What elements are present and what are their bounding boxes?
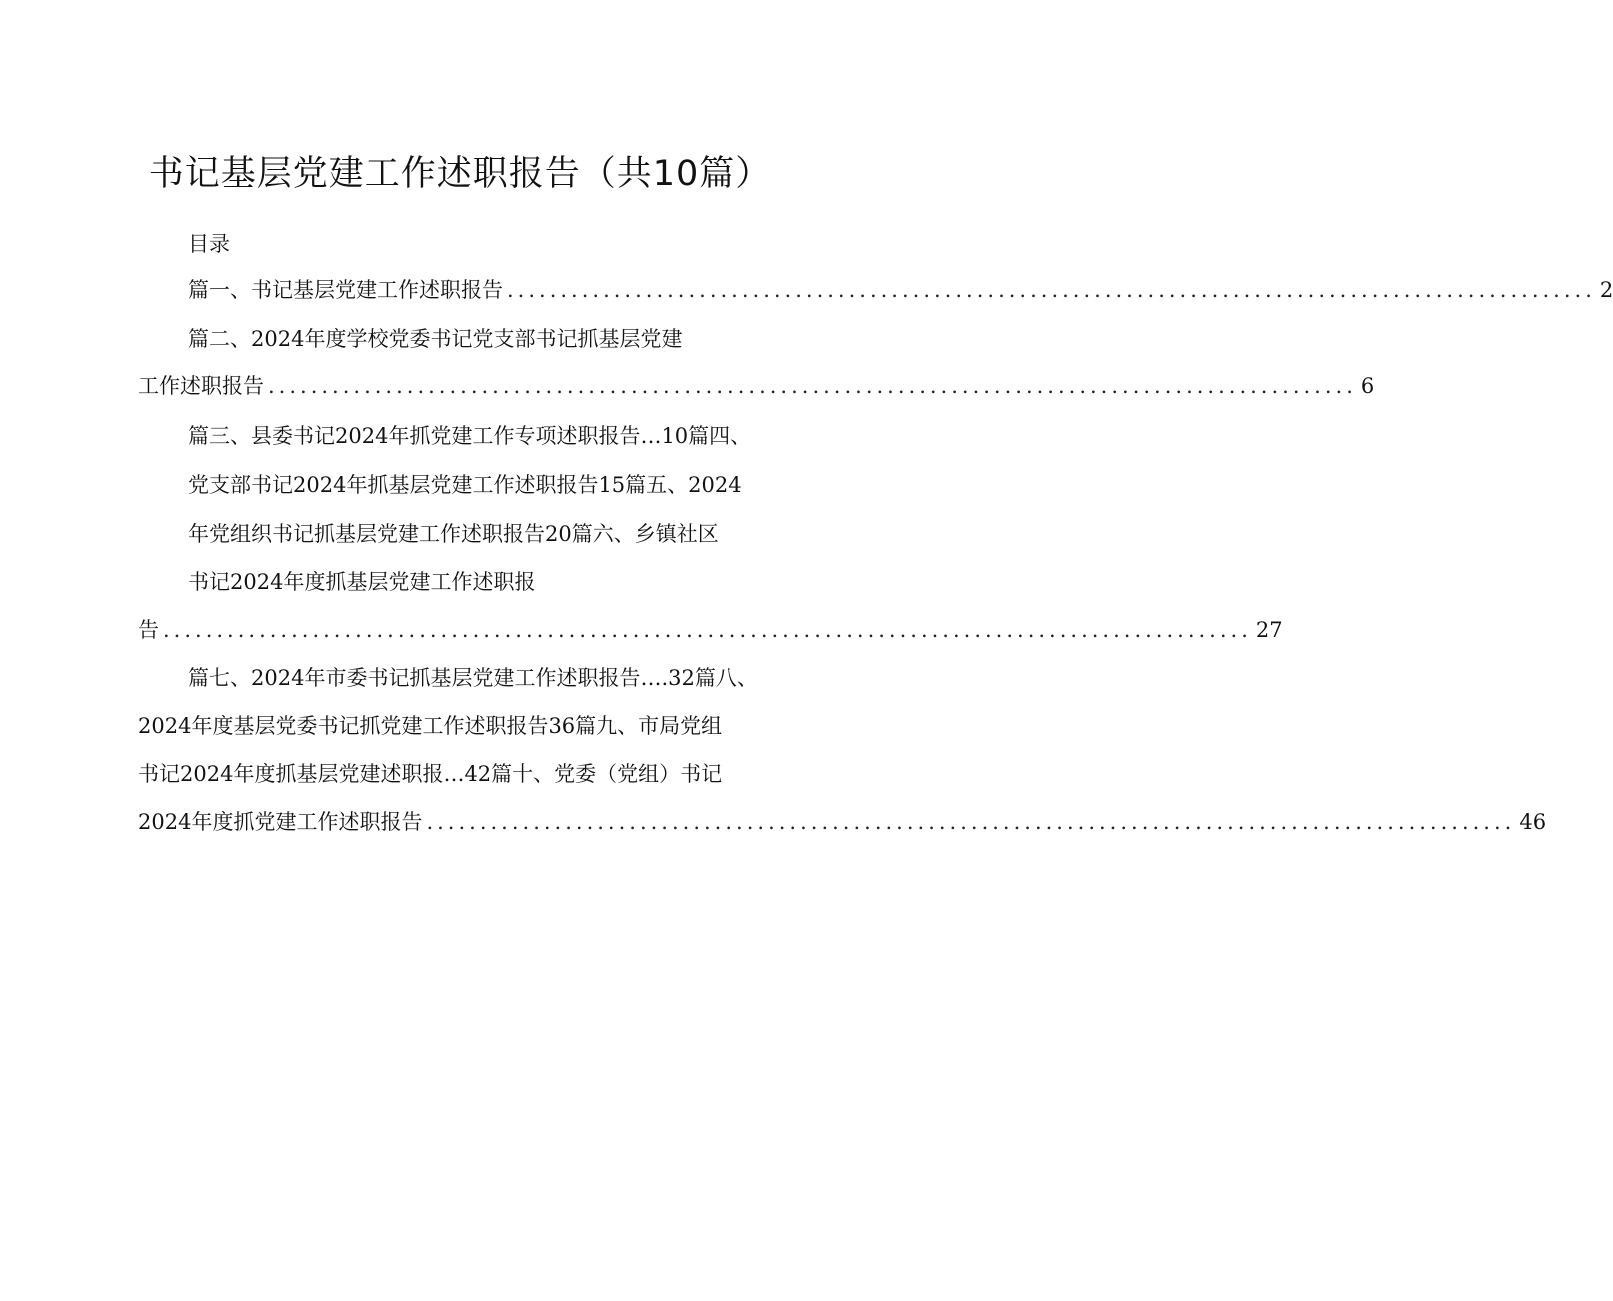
toc-block-1-title-end: 告	[138, 618, 159, 642]
toc-leader-dots: ......................................................................................................	[507, 278, 1596, 302]
toc-block-1-line-1[interactable]: 篇三、县委书记2024年抓党建工作专项述职报告…10篇四、	[188, 424, 752, 448]
toc-block-2-line-4[interactable]	[138, 808, 1547, 836]
toc-leader-dots: ......................................................................................................	[163, 618, 1252, 642]
toc-heading: 目录	[188, 232, 230, 256]
toc-block-1-page: 27	[1255, 618, 1283, 642]
toc-block-1-line-3[interactable]: 年党组织书记抓基层党建工作述职报告20篇六、乡镇社区	[188, 522, 719, 546]
toc-block-1-line-4[interactable]: 书记2024年度抓基层党建工作述职报	[188, 570, 536, 594]
toc-entry-2-title-end: 工作述职报告	[138, 374, 264, 398]
toc-leader-dots: ......................................................................................................	[426, 810, 1516, 834]
document-title: 书记基层党建工作述职报告（共10篇）	[148, 154, 772, 194]
toc-block-1-line-2[interactable]: 党支部书记2024年抓基层党建工作述职报告15篇五、2024	[188, 473, 742, 497]
toc-block-1-line-5[interactable]	[138, 616, 1283, 644]
toc-entry-2-page: 6	[1360, 374, 1375, 398]
toc-block-2-line-1[interactable]: 篇七、2024年市委书记抓基层党建工作述职报告….32篇八、	[188, 666, 758, 690]
toc-entry-1-title: 篇一、书记基层党建工作述职报告	[188, 278, 503, 302]
toc-leader-dots: ......................................................................................................	[268, 374, 1357, 398]
toc-block-2-line-3[interactable]: 书记2024年度抓基层党建述职报…42篇十、党委（党组）书记	[138, 762, 723, 786]
toc-entry-2-line-1[interactable]: 篇二、2024年度学校党委书记党支部书记抓基层党建	[188, 327, 683, 351]
toc-entry-2-line-2[interactable]	[138, 372, 1375, 400]
toc-block-2-line-2[interactable]: 2024年度基层党委书记抓党建工作述职报告36篇九、市局党组	[138, 714, 723, 738]
toc-block-2-title-end: 2024年度抓党建工作述职报告	[138, 810, 423, 834]
toc-block-2-page: 46	[1519, 810, 1547, 834]
toc-entry-1[interactable]	[188, 276, 1613, 304]
toc-entry-1-page: 2	[1599, 278, 1613, 302]
